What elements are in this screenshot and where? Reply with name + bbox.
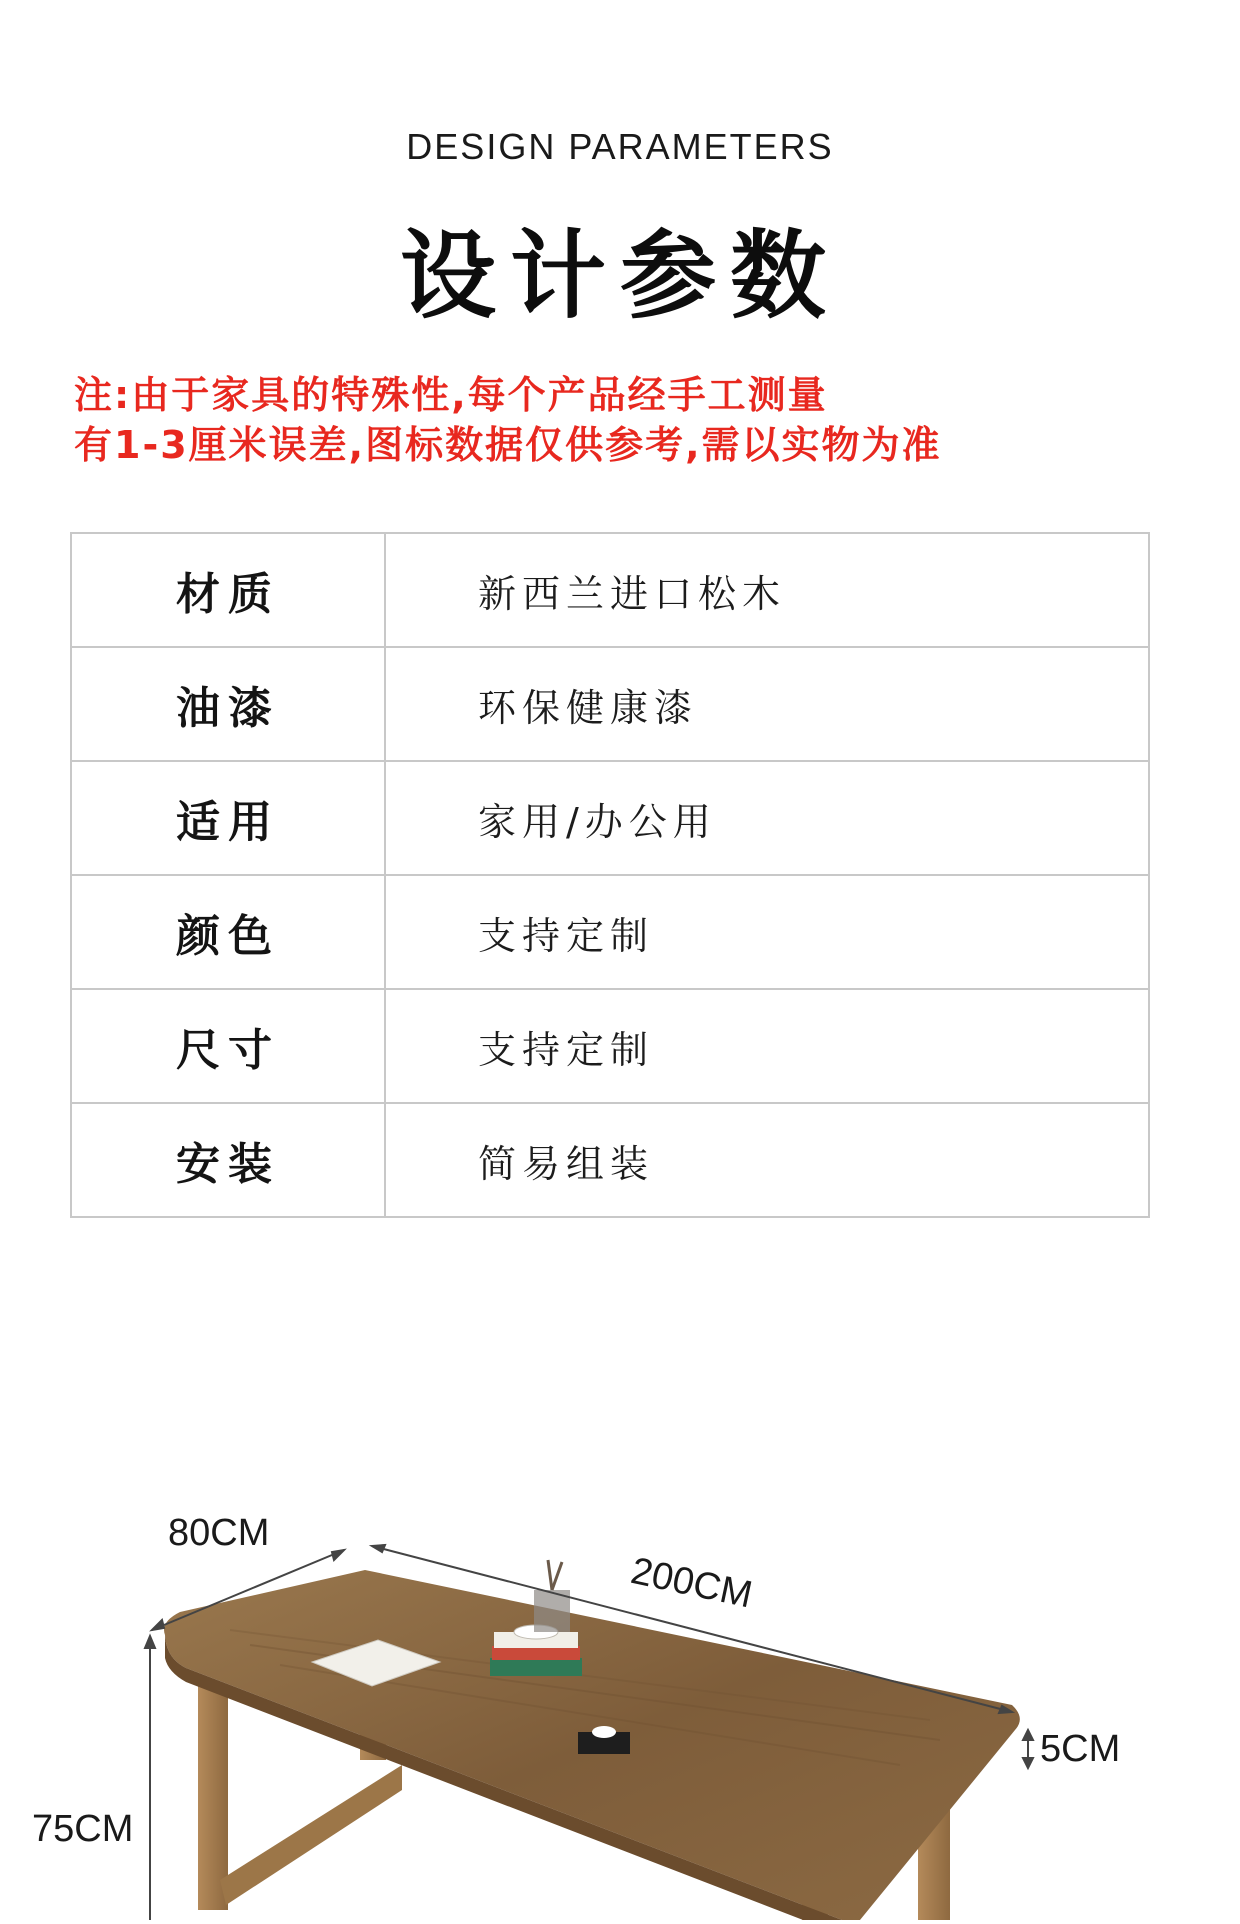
param-value: 支持定制 xyxy=(385,875,1149,989)
depth-label: 80CM xyxy=(168,1512,270,1554)
table-row xyxy=(71,989,1149,1103)
param-label: 颜色 xyxy=(71,875,385,989)
param-value: 简易组装 xyxy=(385,1103,1149,1217)
param-value: 家用/办公用 xyxy=(385,761,1149,875)
param-label: 适用 xyxy=(71,761,385,875)
table-row xyxy=(71,875,1149,989)
table-row xyxy=(71,647,1149,761)
param-label: 油漆 xyxy=(71,647,385,761)
param-value: 新西兰进口松木 xyxy=(385,533,1149,647)
param-value: 支持定制 xyxy=(385,989,1149,1103)
header-subtitle: DESIGN PARAMETERS xyxy=(406,126,834,167)
note-line-2: 有1-3厘米误差,图标数据仅供参考,需以实物为准 xyxy=(74,423,942,467)
param-label: 尺寸 xyxy=(71,989,385,1103)
param-value: 环保健康漆 xyxy=(385,647,1149,761)
table-row xyxy=(71,761,1149,875)
length-label: 200CM xyxy=(627,1550,756,1617)
note-line-1: 注:由于家具的特殊性,每个产品经手工测量 xyxy=(74,373,828,417)
table-row xyxy=(71,1103,1149,1217)
parameters-table xyxy=(70,532,1150,1218)
disclaimer-note xyxy=(74,370,1174,470)
height-label: 75CM xyxy=(32,1808,134,1850)
table-dimension-illustration xyxy=(0,1400,1240,1920)
thickness-label: 5CM xyxy=(1040,1728,1121,1770)
param-label: 安装 xyxy=(71,1103,385,1217)
page-title: 设计参数 xyxy=(400,220,840,332)
desk-illustration xyxy=(0,1400,1240,1920)
table-row xyxy=(71,533,1149,647)
param-label: 材质 xyxy=(71,533,385,647)
